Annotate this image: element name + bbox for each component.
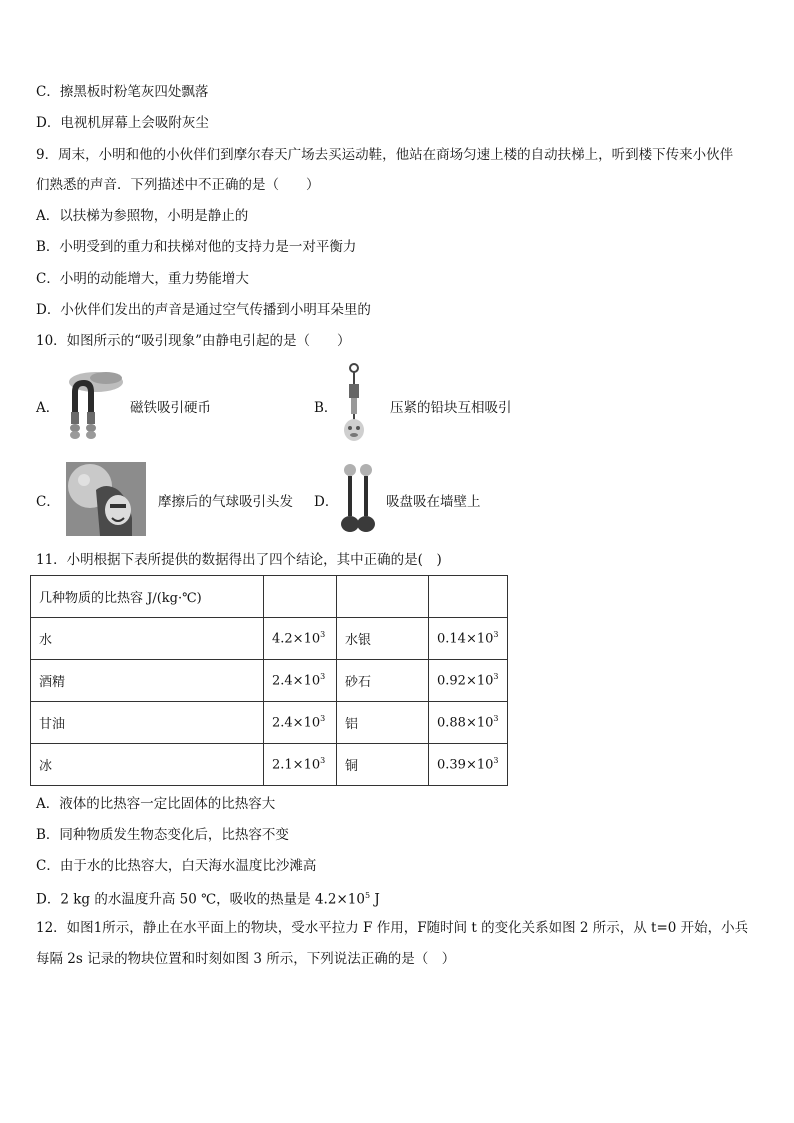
value-cell: $0.92\times 10^3$ [429, 660, 508, 702]
q11-option-d: D．2 kg 的水温度升高 50 ℃，吸收的热量是 $4.2\times 10^5$ J [36, 891, 380, 908]
q10-option-a-text: 磁铁吸引硬币 [130, 400, 211, 416]
q10-option-c-letter: C． [36, 494, 60, 510]
substance-cell: 铜 [337, 744, 429, 786]
balloon-hair-image [66, 462, 146, 536]
q9-stem-line1: 9．周末，小明和他的小伙伴们到摩尔春天广场去买运动鞋，他站在商场匀速上楼的自动扶梯上，听到楼下传来小伙伴 [36, 147, 734, 163]
lead-blocks-image [338, 362, 370, 446]
substance-cell: 铝 [337, 702, 429, 744]
q9-option-c: C．小明的动能增大，重力势能增大 [36, 271, 249, 287]
q10-stem: 10．如图所示的“吸引现象”由静电引起的是（ ） [36, 333, 351, 349]
q11-option-a: A．液体的比热容一定比固体的比热容大 [36, 796, 276, 812]
value-cell: $0.88\times 10^3$ [429, 702, 508, 744]
substance-cell: 冰 [31, 744, 264, 786]
q9-option-d: D．小伙伴们发出的声音是通过空气传播到小明耳朵里的 [36, 302, 371, 318]
table-cell-empty [337, 576, 429, 618]
specific-heat-table [30, 575, 508, 786]
q8-option-d: D．电视机屏幕上会吸附灰尘 [36, 115, 209, 131]
substance-cell: 甘油 [31, 702, 264, 744]
q10-option-b-letter: B． [314, 400, 338, 416]
table-header-cell: 几种物质的比热容 J/(kg·℃) [31, 576, 264, 618]
table-row [31, 744, 508, 786]
substance-cell: 酒精 [31, 660, 264, 702]
q9-option-b: B．小明受到的重力和扶梯对他的支持力是一对平衡力 [36, 239, 357, 255]
magnet-hand-image [62, 366, 124, 444]
q11-stem: 11．小明根据下表所提供的数据得出了四个结论，其中正确的是( ) [36, 552, 442, 568]
value-cell: $2.4\times 10^3$ [264, 702, 337, 744]
q11-option-b: B．同种物质发生物态变化后，比热容不变 [36, 827, 289, 843]
table-cell-empty [264, 576, 337, 618]
table-row [31, 618, 508, 660]
substance-cell: 砂石 [337, 660, 429, 702]
q10-option-d-letter: D． [314, 494, 339, 510]
value-cell: $0.39\times 10^3$ [429, 744, 508, 786]
substance-cell: 水 [31, 618, 264, 660]
value-cell: $2.4\times 10^3$ [264, 660, 337, 702]
value-cell: $2.1\times 10^3$ [264, 744, 337, 786]
q12-stem-line1: 12．如图1所示，静止在水平面上的物块，受水平拉力 F 作用，F随时间 t 的变化关系如图 2 所示，从 t=0 开始，小兵 [36, 920, 749, 936]
q10-option-a-letter: A． [36, 400, 60, 416]
q9-stem-line2: 们熟悉的声音．下列描述中不正确的是（ ） [36, 177, 320, 193]
q11-option-c: C．由于水的比热容大，白天海水温度比沙滩高 [36, 858, 317, 874]
q8-option-c: C．擦黑板时粉笔灰四处飘落 [36, 84, 209, 100]
substance-cell: 水银 [337, 618, 429, 660]
q9-option-a: A．以扶梯为参照物，小明是静止的 [36, 208, 249, 224]
table-cell-empty [429, 576, 508, 618]
table-row [31, 660, 508, 702]
table-row [31, 576, 508, 618]
q10-option-c-text: 摩擦后的气球吸引头发 [158, 494, 293, 510]
value-cell: $0.14\times 10^3$ [429, 618, 508, 660]
value-cell: $4.2\times 10^3$ [264, 618, 337, 660]
q12-stem-line2: 每隔 2s 记录的物块位置和时刻如图 3 所示，下列说法正确的是（ ） [36, 951, 456, 967]
suction-cup-image [336, 462, 380, 536]
q10-option-b-text: 压紧的铅块互相吸引 [390, 400, 512, 416]
q10-option-d-text: 吸盘吸在墙壁上 [386, 494, 481, 510]
table-row [31, 702, 508, 744]
